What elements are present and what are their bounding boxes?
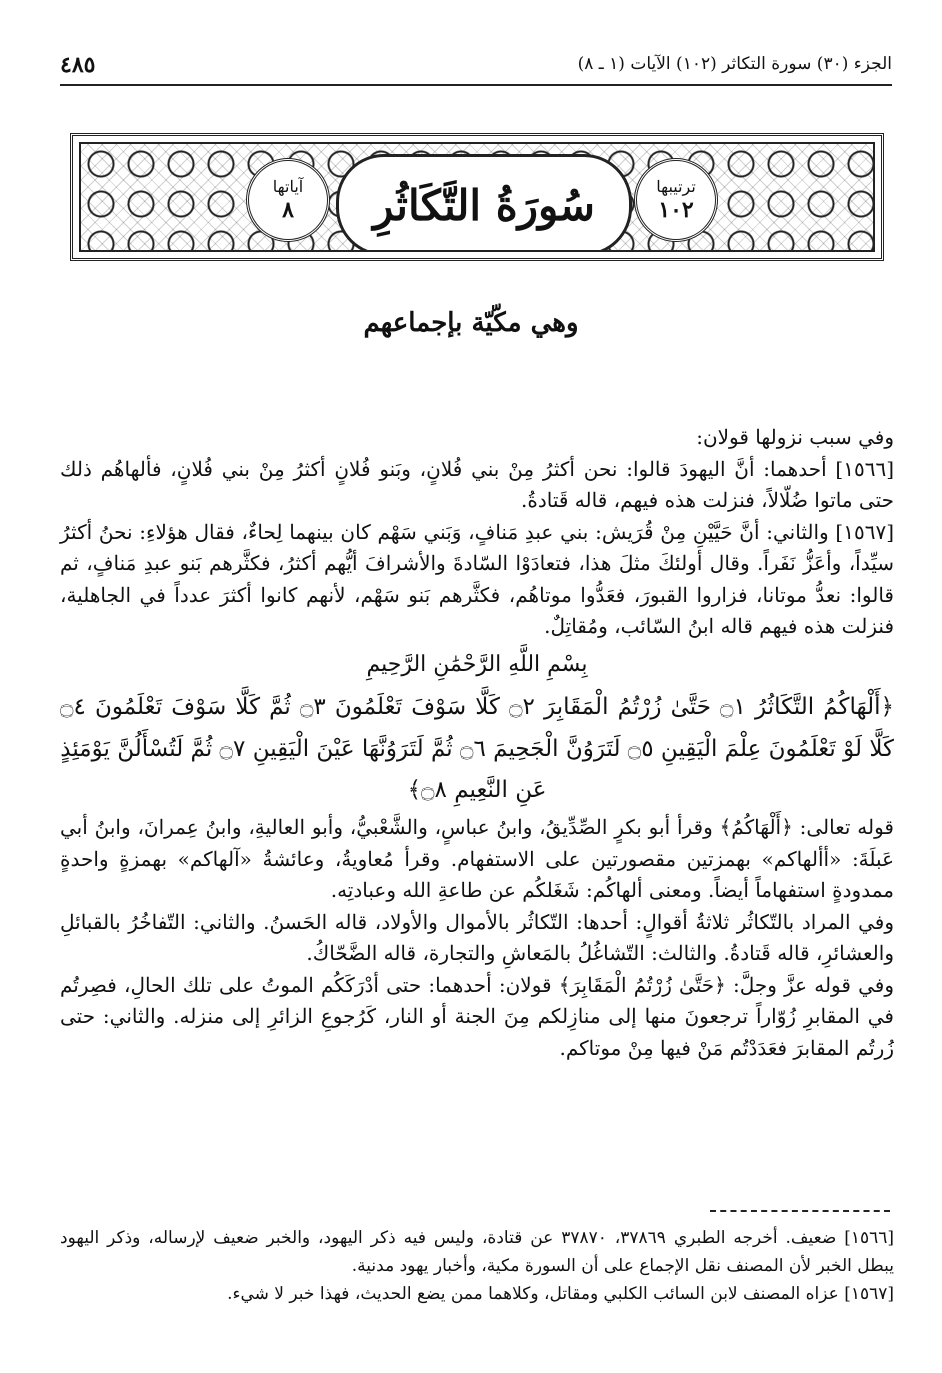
- quran-verses-end: عَنِ النَّعِيمِ ۝٨﴾: [407, 777, 547, 803]
- quran-verses: ﴿أَلْهَاكُمُ التَّكَاثُرُ ۝١ حَتَّىٰ زُرْتُمُ الْمَقَابِرَ ۝٢ كَلَّا سَوْفَ تَعْلَمُونَ ۝٣ ثُمَّ كَلَّا سَوْفَ تَعْلَمُونَ ۝٤ كَلَّا لَوْ تَعْلَمُونَ عِلْمَ الْيَقِينِ ۝٥ لَتَرَوُنَّ الْجَحِيمَ ۝٦ ثُمَّ لَتَرَوُنَّهَا عَيْنَ الْيَقِينِ ۝٧ ثُمَّ لَتُسْأَلُنَّ يَوْمَئِذٍ: [60, 694, 894, 762]
- order-label: ترتيبها: [656, 177, 696, 196]
- surah-banner: [70, 133, 884, 261]
- footnote-1567: [١٥٦٧] عزاه المصنف لابن السائب الكلبي ومقاتل، وكلاهما ممن يضع الحديث، فهذا خبر لا شيء.: [227, 1284, 894, 1304]
- running-title: الجزء (٣٠) سورة التكاثر (١٠٢) الآيات (١ ـ ٨): [577, 54, 892, 74]
- verses-number: ٨: [282, 197, 294, 223]
- surah-name: سُورَةُ التَّكَاثُرِ: [373, 180, 595, 230]
- page-number: ٤٨٥: [60, 52, 96, 78]
- commentary-paragraph: قوله تعالى: ﴿أَلْهَاكُمُ﴾ وقرأ أبو بكرٍ الصِّدِّيقُ، وابنُ عباسٍ، والشَّعْبيُّ، وأبو العاليةِ، وابنُ عِمرانَ، وابنُ أبي عَبلَةَ: «أألهاكم» بهمزتين مقصورتين على الاستفهام. وقرأ مُعاويةُ، وعائشةُ «آلهاكم» بهمزةٍ واحدةٍ ممدودةٍ استفهاماً أيضاً. ومعنى ألهاكُم: شَغَلكُم عن طاعةِ الله وعبادتِه.: [60, 815, 894, 902]
- verses-medallion: [246, 158, 330, 242]
- order-number: ١٠٢: [658, 197, 694, 223]
- surah-subtitle: وهي مكّيّة بإجماعهم: [363, 308, 579, 338]
- footnote-separator: [710, 1210, 890, 1212]
- verses-label: آياتها: [272, 177, 304, 196]
- main-text: [60, 422, 894, 1064]
- page-header: [60, 52, 892, 86]
- footnote-1566: [١٥٦٦] ضعيف. أخرجه الطبري ٣٧٨٦٩، ٣٧٨٧٠ عن قتادة، وليس فيه ذكر اليهود، والخبر ضعيف لإرساله، وذكر اليهود يبطل الخبر لأن المصنف نقل الإجماع على أن السورة مكية، وأخبار يهود مدنية.: [60, 1228, 894, 1276]
- takathur-paragraph: وفي المراد بالتّكاثُر ثلاثةُ أقوالٍ: أحدها: التّكاثُر بالأموال والأولاد، قاله الحَسنُ. والثاني: التّفاخُرُ بالقبائلِ والعشائرِ، قاله قَتادةُ. والثالث: التّشاغُلُ بالمَعاشِ والتجارة، قاله الضَّحّاكُ.: [60, 909, 894, 965]
- intro-paragraph: وفي سبب نزولها قولان:: [696, 425, 894, 449]
- footnotes: [60, 1224, 894, 1308]
- maqabir-paragraph: وفي قوله عزَّ وجلَّ: ﴿حَتَّىٰ زُرْتُمُ الْمَقَابِرَ﴾ قولان: أحدهما: حتى أدْرَكَكُم الموتُ على تلك الحالِ، فصِرتُم في المقابرِ زُوّاراً ترجعونَ منها إلى منازِلكم مِنَ الجنة أو النار، كَرُجوعِ الزائرِ إلى منزله. والثاني: حتى زُرتُم المقابرَ فعَدَدْتُم مَنْ فيها مِنْ موتاكم.: [60, 972, 894, 1060]
- first-reason-paragraph: [١٥٦٦] أحدهما: أنَّ اليهودَ قالوا: نحن أكثرُ مِنْ بني فُلانٍ، وبَنو فُلانٍ أكثرُ مِنْ بني فُلانٍ، فألهاهُم ذلك حتى ماتوا ضُلّالاً، فنزلت هذه فيهم، قاله قَتادةُ.: [60, 456, 894, 512]
- second-reason-paragraph: [١٥٦٧] والثاني: أنَّ حَيَّيْنِ مِنْ قُرَيش: بني عبدِ مَنافٍ، وَبَني سَهْم كان بينهما لِحاءٌ، فقال هؤلاءِ: نحنُ أكثرُ سيِّداً، وأعَزُّ نَفَراً. وقال أولئكَ مثلَ هذا، فتعادَوْا السّادةَ والأشرافَ أيُّهم أكثرُ، فكثَّرهم بَنو عبدِ مَنافٍ، ثم قالوا: نعدُّ موتانا، فزاروا القبورَ، فعَدُّوا موتاهُم، فكثَّرهم بَنو سَهْم، لأنهم كانوا أكثرَ عدداً في الجاهلية، فنزلت هذه فيهم قاله ابنُ السّائب، ومُقاتِلٌ.: [60, 519, 894, 638]
- surah-cartouche: [336, 154, 632, 252]
- order-medallion: [634, 158, 718, 242]
- ornamental-border: [79, 142, 875, 252]
- basmala: بِسْمِ اللَّهِ الرَّحْمَٰنِ الرَّحِيمِ: [366, 651, 588, 677]
